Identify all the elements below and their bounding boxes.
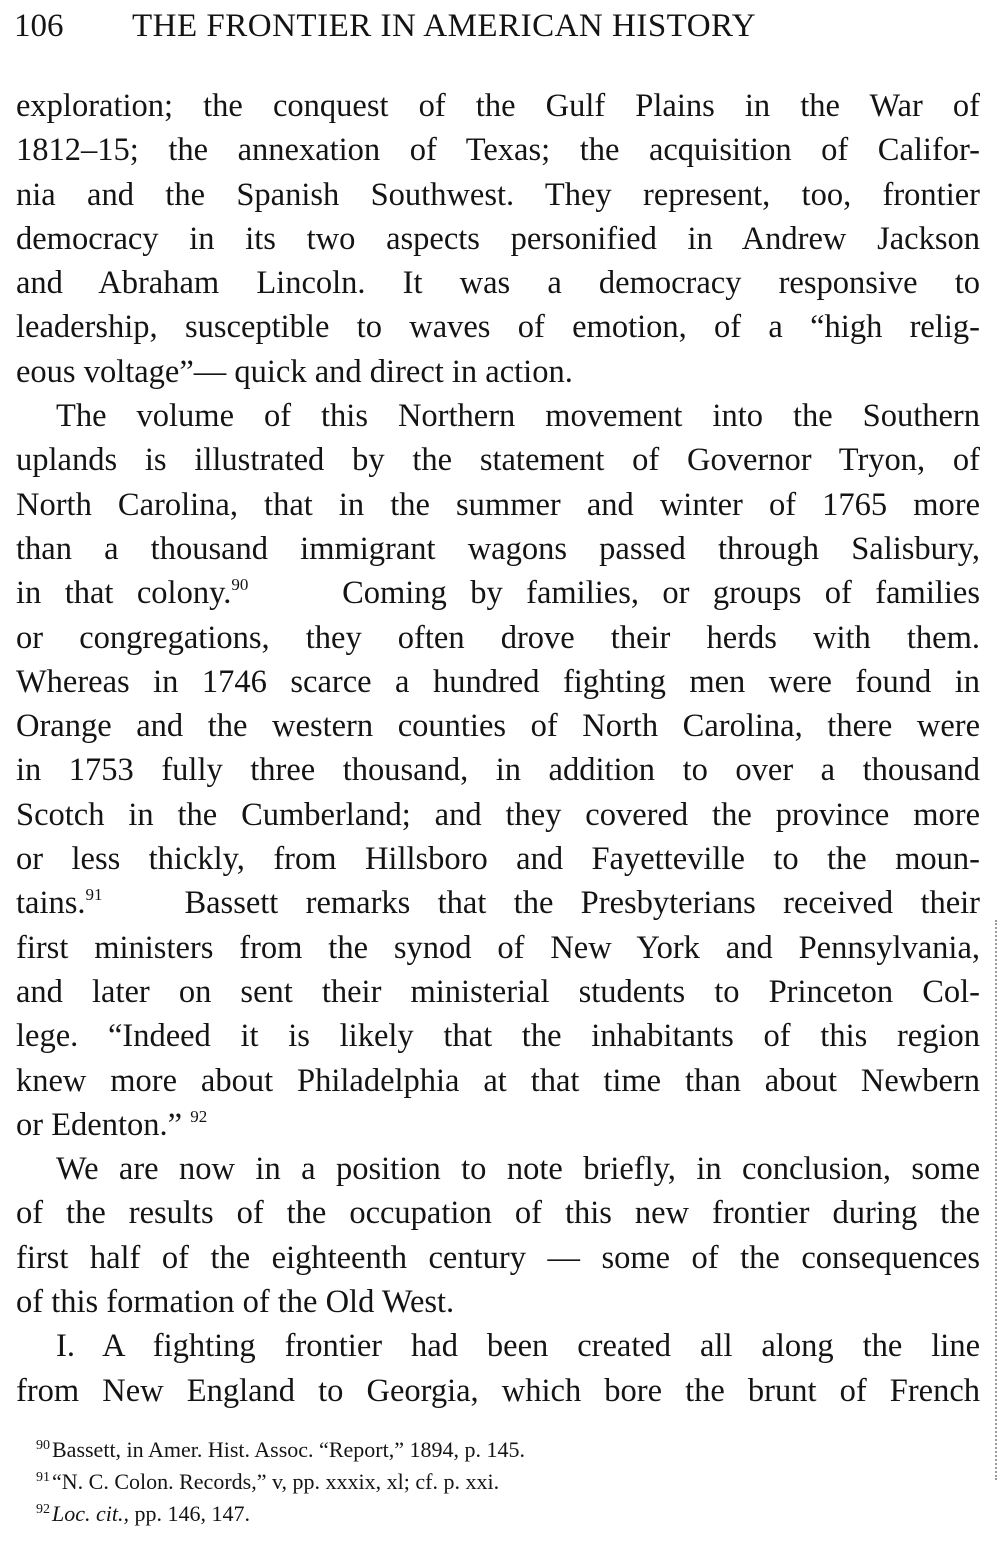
text-line: or less thickly, from Hillsboro and Fayetteville to the moun-	[16, 841, 980, 878]
text-line: from New England to Georgia, which bore the brunt of French	[16, 1372, 980, 1409]
footnote-text: “N. C. Colon. Records,” v, pp. xxxix, xl; cf. p. xxi.	[52, 1469, 500, 1494]
text-line: uplands is illustrated by the statement of Governor Tryon, of	[16, 442, 980, 479]
text-line-with-footnote	[16, 1103, 980, 1147]
body-text	[16, 84, 980, 1413]
text-line: of the results of the occupation of this new frontier during the	[16, 1195, 980, 1232]
text-line: Orange and the western counties of North Carolina, there were	[16, 708, 980, 745]
text-line: leadership, susceptible to waves of emotion, of a “high relig-	[16, 309, 980, 346]
footnote-mark: 90	[36, 1438, 50, 1453]
paragraph-start-line: The volume of this Northern movement into the Southern	[56, 398, 980, 435]
paragraph-start-line: I. A fighting frontier had been created all along the line	[56, 1328, 980, 1365]
page-edge-shadow	[991, 920, 997, 1480]
text-line: Whereas in 1746 scarce a hundred fighting men were found in	[16, 663, 980, 700]
text-line: of this formation of the Old West.	[16, 1284, 455, 1321]
text-line: in 1753 fully three thousand, in addition to over a thousand	[16, 752, 980, 789]
footnote-text: pp. 146, 147.	[134, 1501, 250, 1526]
text-line: first half of the eighteenth century — some of the consequences	[16, 1239, 980, 1276]
text-segment: in that colony.	[16, 575, 232, 612]
footnotes	[36, 1434, 936, 1530]
text-line: and Abraham Lincoln. It was a democracy responsive to	[16, 265, 980, 302]
text-line: nia and the Spanish Southwest. They represent, too, frontier	[16, 176, 980, 213]
footnote-91	[36, 1466, 936, 1498]
text-line: knew more about Philadelphia at that time than about Newbern	[16, 1062, 980, 1099]
text-segment: tains.	[16, 885, 86, 922]
footnote-ref-91: 91	[85, 885, 103, 905]
footnote-92	[36, 1498, 936, 1530]
text-line-with-footnote	[16, 571, 980, 615]
footnote-ref-92: 92	[190, 1106, 208, 1126]
text-segment: Coming by families, or groups of families	[342, 575, 980, 612]
text-line: and later on sent their ministerial students to Princeton Col-	[16, 973, 980, 1010]
text-line: Scotch in the Cumberland; and they covered the province more	[16, 796, 980, 833]
page-number: 106	[14, 8, 64, 44]
footnote-ref-90: 90	[231, 575, 249, 595]
text-line: than a thousand immigrant wagons passed through Salisbury,	[16, 530, 980, 567]
footnote-text-italic: Loc. cit.,	[52, 1501, 129, 1526]
text-line: exploration; the conquest of the Gulf Plains in the War of	[16, 88, 980, 124]
text-line: North Carolina, that in the summer and winter of 1765 more	[16, 486, 980, 523]
text-line: eous voltage”— quick and direct in action.	[16, 353, 573, 390]
text-segment: or Edenton.”	[16, 1106, 183, 1143]
text-line: or congregations, they often drove their herds with them.	[16, 619, 980, 656]
footnote-text: Bassett, in Amer. Hist. Assoc. “Report,” 1894, p. 145.	[52, 1437, 525, 1462]
paragraph-start-line: We are now in a position to note briefly, in conclusion, some	[56, 1151, 980, 1188]
text-line: lege. “Indeed it is likely that the inhabitants of this region	[16, 1018, 980, 1055]
running-header	[14, 6, 974, 46]
text-segment: Bassett remarks that the Presbyterians received their	[184, 885, 981, 922]
text-line: 1812–15; the annexation of Texas; the acquisition of Califor-	[16, 132, 980, 169]
text-line: democracy in its two aspects personified in Andrew Jackson	[16, 220, 980, 257]
footnote-90	[36, 1434, 936, 1466]
text-line-with-footnote	[16, 881, 980, 925]
text-line: first ministers from the synod of New York and Pennsylvania,	[16, 929, 980, 966]
running-title: THE FRONTIER IN AMERICAN HISTORY	[132, 8, 757, 44]
footnote-mark: 91	[36, 1470, 50, 1485]
footnote-mark: 92	[36, 1502, 50, 1517]
